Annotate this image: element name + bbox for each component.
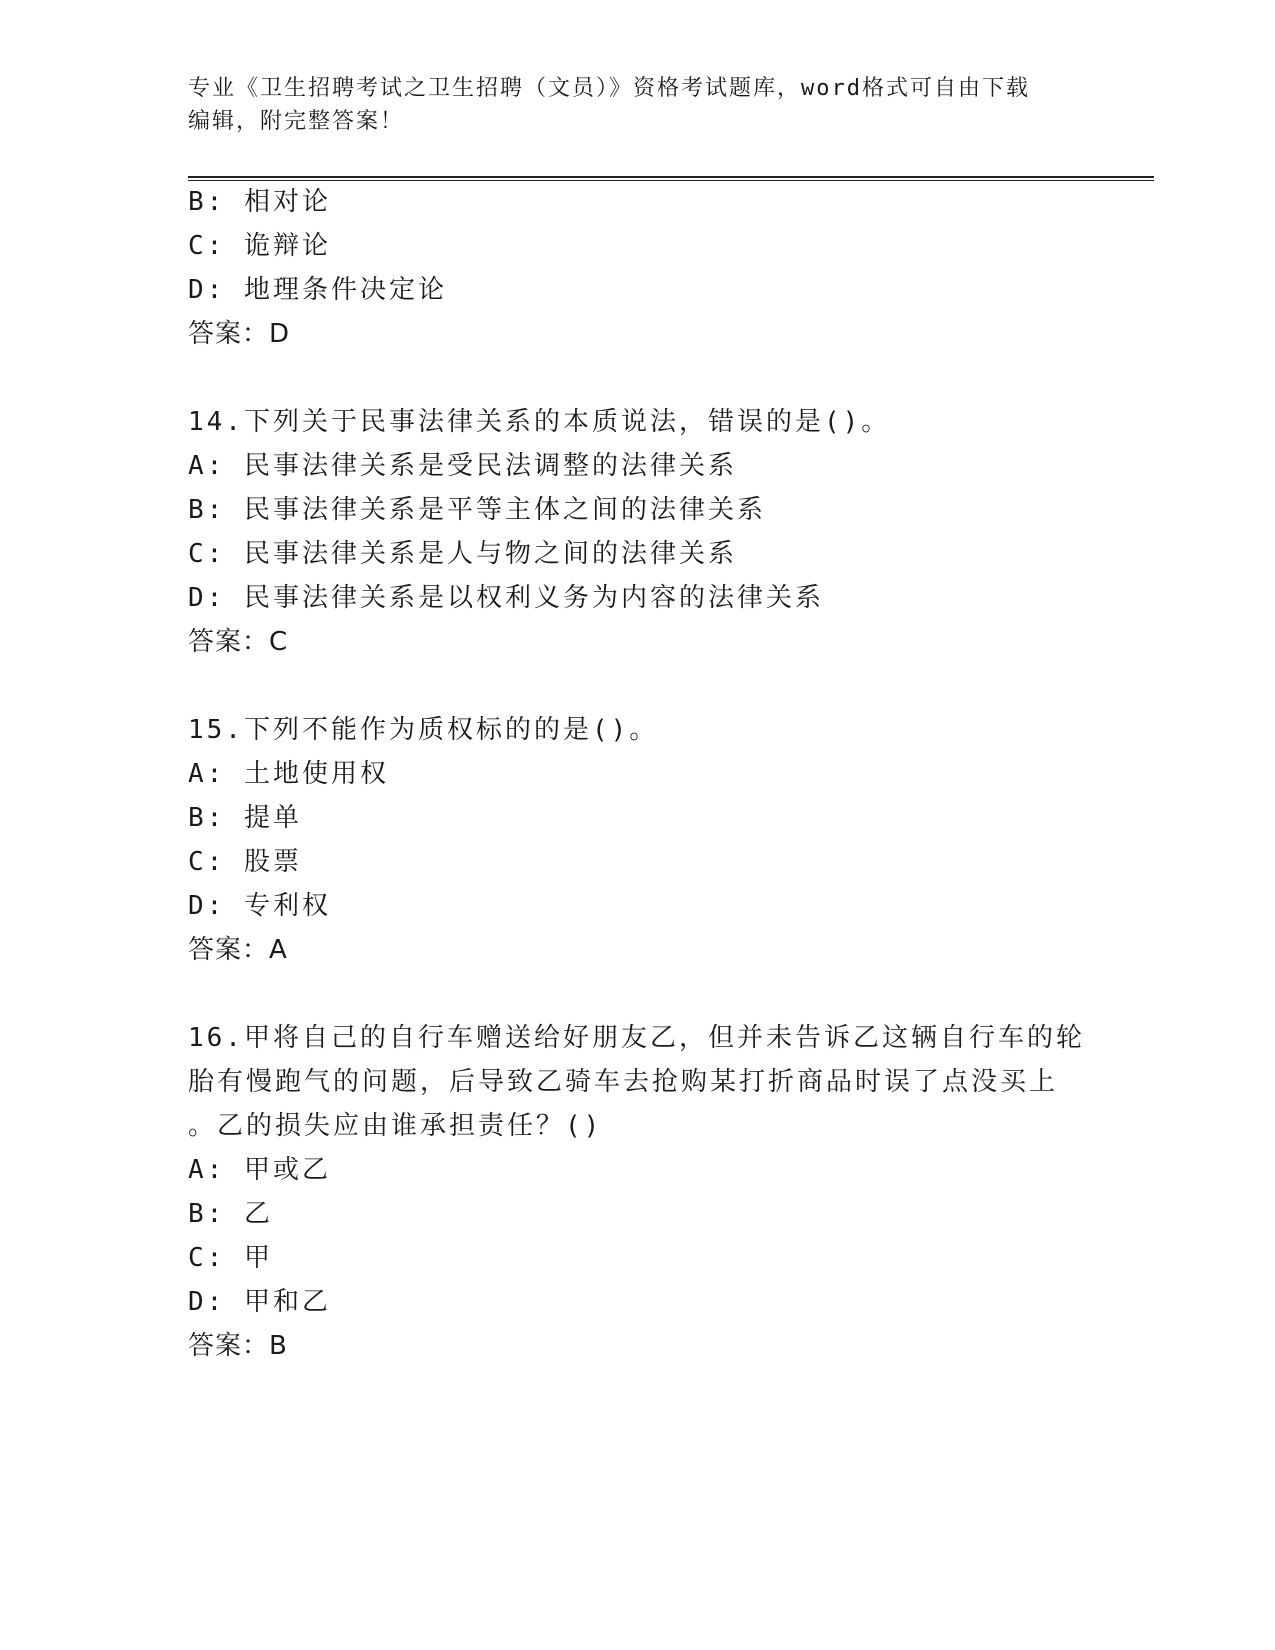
q14-answer: 答案：C	[188, 627, 289, 657]
q15-option-d: D: 专利权	[188, 891, 331, 921]
q16-answer: 答案：B	[188, 1331, 288, 1361]
q14-option-d: D: 民事法律关系是以权利义务为内容的法律关系	[188, 583, 824, 613]
q13-option-b: B: 相对论	[188, 187, 331, 217]
q16-question-line-3: 。乙的损失应由谁承担责任？()	[188, 1111, 603, 1141]
q15-option-a: A: 土地使用权	[188, 759, 389, 789]
page-header	[188, 72, 1068, 138]
q13-option-d: D: 地理条件决定论	[188, 275, 447, 305]
q16-option-c: C: 甲	[188, 1243, 273, 1273]
q15-question: 15.下列不能作为质权标的的是()。	[188, 715, 659, 745]
q16-question-line-1: 16.甲将自己的自行车赠送给好朋友乙，但并未告诉乙这辆自行车的轮	[188, 1023, 1085, 1053]
q15-option-c: C: 股票	[188, 847, 302, 877]
q14-question: 14.下列关于民事法律关系的本质说法，错误的是()。	[188, 407, 891, 437]
q13-answer: 答案：D	[188, 319, 291, 349]
q14-option-c: C: 民事法律关系是人与物之间的法律关系	[188, 539, 737, 569]
q14-option-a: A: 民事法律关系是受民法调整的法律关系	[188, 451, 737, 481]
header-line-2: 编辑，附完整答案！	[188, 109, 405, 134]
header-line-1: 专业《卫生招聘考试之卫生招聘（文员）》资格考试题库，word格式可自由下载	[188, 76, 1030, 101]
q16-option-b: B: 乙	[188, 1199, 273, 1229]
q14-option-b: B: 民事法律关系是平等主体之间的法律关系	[188, 495, 766, 525]
header-divider	[188, 176, 1154, 181]
q15-answer: 答案：A	[188, 935, 288, 965]
q15-option-b: B: 提单	[188, 803, 302, 833]
q16-option-d: D: 甲和乙	[188, 1287, 331, 1317]
q16-question-line-2: 胎有慢跑气的问题，后导致乙骑车去抢购某打折商品时误了点没买上	[188, 1067, 1059, 1097]
q13-option-c: C: 诡辩论	[188, 231, 331, 261]
q16-option-a: A: 甲或乙	[188, 1155, 331, 1185]
